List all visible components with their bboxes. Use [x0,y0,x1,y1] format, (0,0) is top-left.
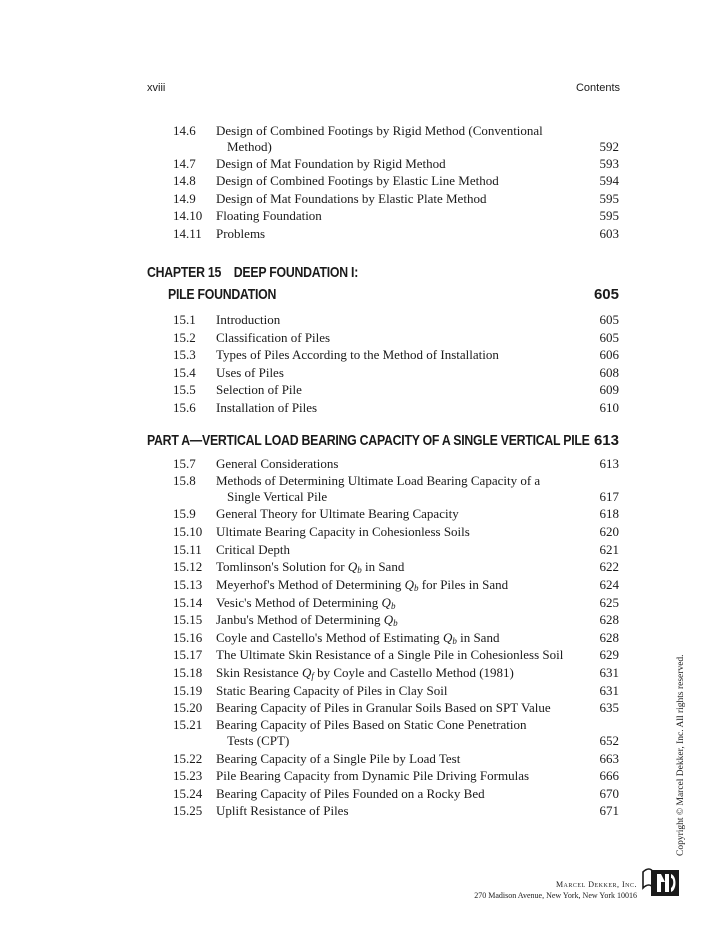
section-title: Floating Foundation [216,208,322,223]
section-page: 609 [599,382,619,397]
section-page: 613 [599,456,619,471]
section-number: 15.8 [173,473,196,488]
section-page: 671 [599,803,619,818]
section-title: General Theory for Ultimate Bearing Capacity [216,506,459,521]
section-title: Bearing Capacity of Piles in Granular Soils Based on SPT Value [216,700,551,715]
section-title: Vesic's Method of Determining $Q_b$ [216,595,396,611]
section-title: Method) [227,139,272,154]
section-number: 14.6 [173,123,196,138]
section-title: Static Bearing Capacity of Piles in Clay Soil [216,683,448,698]
section-number: 15.14 [173,595,203,610]
section-title: The Ultimate Skin Resistance of a Single Pile in Cohesionless Soil [216,647,564,662]
section-number: 15.9 [173,506,196,521]
publisher-address: 270 Madison Avenue, New York, New York 10016 [474,891,637,900]
section-page: 610 [599,400,619,415]
section-number: 14.11 [173,226,202,241]
section-title: Uses of Piles [216,365,284,380]
section-page: 594 [599,173,619,188]
section-title: Design of Combined Footings by Rigid Method (Conventional [216,123,543,138]
section-page: 605 [599,330,619,345]
section-number: 15.7 [173,456,196,471]
section-title: Classification of Piles [216,330,331,345]
section-title: Bearing Capacity of a Single Pile by Load Test [216,751,461,766]
section-title: Bearing Capacity of Piles Founded on a Rocky Bed [216,786,485,801]
section-number: 15.10 [173,524,203,539]
section-number: 15.24 [173,786,203,801]
section-number: 15.5 [173,382,196,397]
section-page: 670 [599,786,619,801]
section-title: Selection of Pile [216,382,302,397]
section-title: Janbu's Method of Determining $Q_b$ [216,612,398,628]
section-page: 666 [599,768,619,783]
section-page: 652 [599,733,619,748]
section-page: 605 [599,312,619,327]
section-number: 15.16 [173,630,203,645]
section-number: 15.15 [173,612,203,627]
part-heading: PART A—VERTICAL LOAD BEARING CAPACITY OF A SINGLE VERTICAL PILE [147,432,590,449]
section-title: Uplift Resistance of Piles [216,803,349,818]
section-page: 663 [599,751,619,766]
section-title: Design of Combined Footings by Elastic Line Method [216,173,499,188]
section-number: 15.4 [173,365,196,380]
section-title: General Considerations [216,456,339,471]
section-title: Types of Piles According to the Method of Installation [216,347,499,362]
section-title: Ultimate Bearing Capacity in Cohesionless Soils [216,524,470,539]
section-number: 14.7 [173,156,196,171]
section-number: 15.12 [173,559,203,574]
section-title: Tests (CPT) [227,733,290,748]
section-page: 608 [599,365,619,380]
section-page: 629 [599,647,619,662]
section-page: 628 [599,612,619,627]
section-number: 15.22 [173,751,203,766]
section-number: 15.20 [173,700,203,715]
running-head: Contents [575,82,620,94]
section-page: 621 [599,542,619,557]
marcel-dekker-logo-icon [641,866,681,903]
copyright-notice: Copyright © Marcel Dekker, Inc. All rights reserved. [676,654,686,856]
section-number: 15.25 [173,803,203,818]
chapter-page: 605 [593,286,619,303]
section-number: 14.8 [173,173,196,188]
page-number-roman: xviii [147,82,166,94]
section-page: 593 [599,156,619,171]
section-number: 15.19 [173,683,203,698]
chapter-heading-line2: PILE FOUNDATION [168,286,277,303]
section-page: 620 [599,524,619,539]
section-page: 592 [599,139,619,154]
publisher-name: Marcel Dekker, Inc. [555,880,637,889]
section-title: Problems [216,226,266,241]
section-title: Critical Depth [216,542,291,557]
section-title: Meyerhof's Method of Determining $Q_b$ for Piles in Sand [216,577,509,593]
section-page: 624 [599,577,619,592]
chapter-heading-line1: CHAPTER 15 DEEP FOUNDATION I: [147,264,359,281]
section-page: 635 [599,700,619,715]
section-title: Design of Mat Foundations by Elastic Plate Method [216,191,487,206]
section-title: Tomlinson's Solution for $Q_b$ in Sand [216,559,405,575]
section-page: 606 [599,347,619,362]
section-number: 15.23 [173,768,203,783]
section-page: 631 [599,683,619,698]
section-page: 618 [599,506,619,521]
section-number: 15.18 [173,665,203,680]
part-page: 613 [593,432,619,449]
section-number: 14.9 [173,191,196,206]
section-title: Installation of Piles [216,400,318,415]
section-number: 15.11 [173,542,202,557]
section-page: 617 [599,489,619,504]
section-number: 15.13 [173,577,203,592]
section-title: Pile Bearing Capacity from Dynamic Pile Driving Formulas [216,768,530,783]
section-page: 625 [599,595,619,610]
section-number: 14.10 [173,208,203,223]
section-number: 15.1 [173,312,196,327]
section-page: 595 [599,191,619,206]
section-title: Design of Mat Foundation by Rigid Method [216,156,446,171]
section-title: Skin Resistance $Q_f$ by Coyle and Castello Method (1981) [216,665,514,681]
section-title: Methods of Determining Ultimate Load Bearing Capacity of a [216,473,541,488]
section-page: 631 [599,665,619,680]
section-title: Single Vertical Pile [227,489,328,504]
section-number: 15.2 [173,330,196,345]
section-page: 595 [599,208,619,223]
section-number: 15.6 [173,400,196,415]
section-number: 15.21 [173,717,203,732]
section-number: 15.17 [173,647,203,662]
section-page: 603 [599,226,619,241]
section-number: 15.3 [173,347,196,362]
section-page: 622 [599,559,619,574]
section-title: Coyle and Castello's Method of Estimating $Q_b$ in Sand [216,630,500,646]
section-title: Introduction [216,312,281,327]
section-page: 628 [599,630,619,645]
section-title: Bearing Capacity of Piles Based on Static Cone Penetration [216,717,527,732]
